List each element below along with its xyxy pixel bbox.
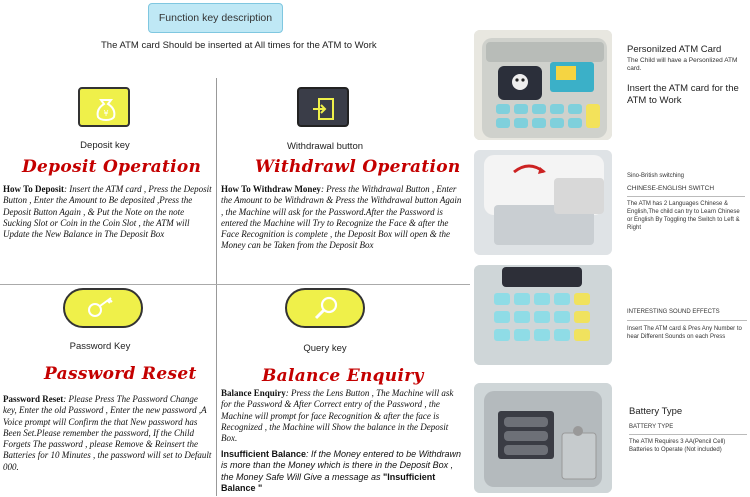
query-lead: Balance Enquiry <box>221 388 286 398</box>
withdraw-body: : Press the Withdrawal Button , Enter the Amount to be Withdrawn & Press the Withdrawal button Again , the Machine will ask for the Password.After the Password is entered the Machine will Try to Recognize the Face & after the Face Recognition is complete , the Deposit Box will open & the Money can be Taken from the Deposit Box <box>221 184 462 251</box>
password-key-label: Password Key <box>69 341 131 352</box>
money-bag-icon <box>80 89 132 129</box>
deposit-key-label: Deposit key <box>80 140 130 151</box>
insufficient-text <box>221 449 467 495</box>
switch-photo <box>474 150 612 255</box>
insufficient-body: : If the Money entered to be Withdrawn is more than the Money which is there in the Deposit Box , the Money Safe Will Give a message as <box>221 449 462 482</box>
switch-title: CHINESE-ENGLISH SWITCH <box>627 185 715 192</box>
password-lead: Password Reset <box>3 394 64 404</box>
exit-door-icon <box>299 89 351 129</box>
horizontal-divider <box>0 284 470 285</box>
atm-card-photo <box>474 30 612 140</box>
battery-info <box>629 406 747 454</box>
deposit-body: : Insert the ATM card , Press the Deposit Button , Enter the Amount to Be deposited ,Press the Deposit Button Again , & Put the Note on the note Sucking Slot or Coin in the Coin Slot , the ATM will Update the New Balance in The Deposit Box <box>3 184 212 240</box>
switch-small: Sino-British switching <box>627 173 685 179</box>
battery-photo <box>474 383 612 493</box>
withdraw-heading: Withdrawl Operation <box>255 157 461 177</box>
card-insert: Insert the ATM card for the ATM to Work <box>627 83 739 106</box>
password-heading: Password Reset <box>44 364 197 384</box>
password-body: : Please Press The Password Change key, Enter the old Password , Enter the new password ,A Voice prompt will Confirm the that New password has Been Set.Please remember the password, If the Child Forgets The password , please Remove & Reinsert the Batteries for 10 Minutes , the password will set to Default 000. <box>3 394 212 472</box>
query-key-button[interactable] <box>285 288 365 328</box>
withdraw-lead: How To Withdraw Money <box>221 184 321 194</box>
switch-desc: The ATM has 2 Languages Chinese & English,The child can try to Learn Chinese or English By Toggling the Switch to Left & Right <box>627 201 740 231</box>
deposit-key-button[interactable] <box>78 87 130 127</box>
deposit-lead: How To Deposit <box>3 184 65 194</box>
card-title: Personilzed ATM Card <box>627 44 722 55</box>
sound-title: INTERESTING SOUND EFFECTS <box>627 309 720 315</box>
query-key-label: Query key <box>303 343 347 354</box>
intro-text: The ATM card Should be inserted at All times for the ATM to Work <box>101 40 377 51</box>
query-heading: Balance Enquiry <box>262 366 424 386</box>
sound-desc: Insert The ATM card & Pres Any Number to hear Different Sounds on each Press <box>627 326 742 340</box>
insufficient-quote: "Insufficient Balance " <box>221 471 436 494</box>
battery-sub: BATTERY TYPE <box>629 424 674 430</box>
key-icon <box>65 290 141 326</box>
withdraw-key-label: Withdrawal button <box>286 141 364 152</box>
withdraw-key-button[interactable] <box>297 87 349 127</box>
magnifier-icon <box>287 290 363 326</box>
deposit-text <box>3 184 213 240</box>
password-key-button[interactable] <box>63 288 143 328</box>
battery-title: Battery Type <box>629 406 683 417</box>
battery-desc: The ATM Requires 3 AA(Pencil Cell) Batteries to Operate (Not included) <box>629 439 726 453</box>
svg-text:¥: ¥ <box>103 109 109 118</box>
function-key-title: Function key description <box>148 3 283 33</box>
password-text <box>3 394 213 473</box>
vertical-divider <box>216 78 217 496</box>
insufficient-lead: Insufficient Balance <box>221 449 307 459</box>
card-info <box>627 44 747 107</box>
deposit-heading: Deposit Operation <box>22 157 202 177</box>
withdraw-text <box>221 184 463 252</box>
query-body: : Press the Lens Button , The Machine will ask for the Password & After Correct entry of the Password , the Machine will prompt for face Recognition & after the face is Recognized , the Machine will Show the balance in the Deposit Box. <box>221 388 454 444</box>
switch-info <box>627 172 745 232</box>
card-sub: The Child will have a Personlized ATM card. <box>627 57 738 72</box>
keypad-photo <box>474 265 612 365</box>
sound-info <box>627 308 747 341</box>
query-text <box>221 388 465 444</box>
